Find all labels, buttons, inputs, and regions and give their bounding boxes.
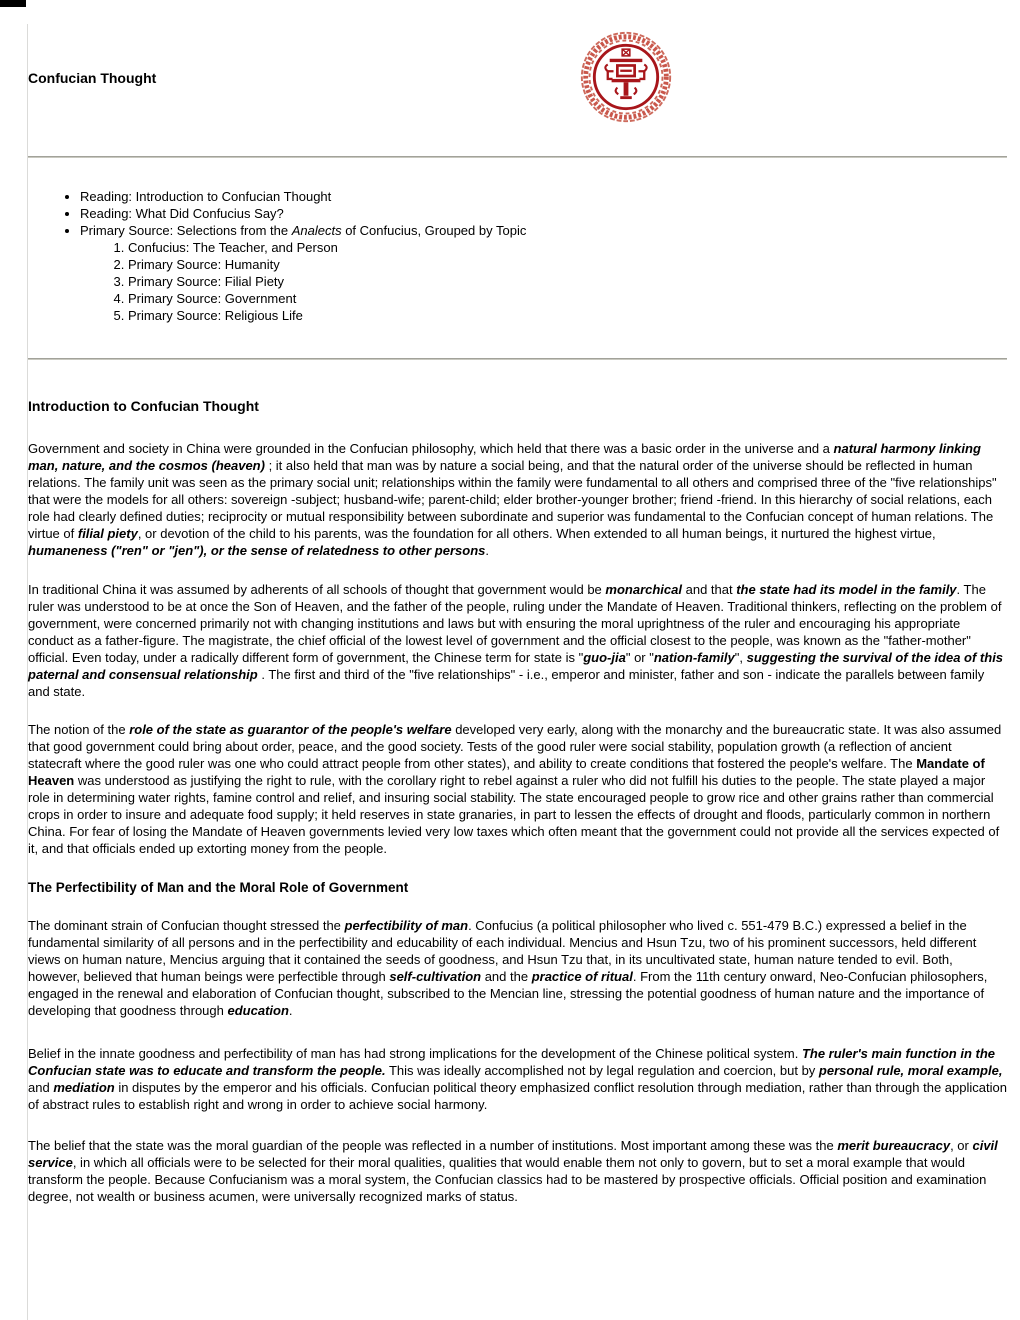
page-header bbox=[0, 0, 1020, 156]
text-segment: The dominant strain of Confucian thought stressed the bbox=[28, 918, 345, 933]
text-segment: The notion of the bbox=[28, 722, 130, 737]
text-segment: ", bbox=[734, 650, 747, 665]
toc-numbered-list bbox=[80, 239, 1007, 324]
text-segment: , or devotion of the child to his parents, was the foundation for all others. When extended to all human beings, it nurtured the highest virtue, bbox=[137, 526, 936, 541]
text-segment: Reading: What Did Confucius Say? bbox=[80, 206, 284, 221]
text-segment: monarchical bbox=[605, 582, 682, 597]
text-segment: merit bureaucracy bbox=[837, 1138, 951, 1153]
text-segment: This was ideally accomplished not by legal regulation and coercion, but by bbox=[385, 1063, 819, 1078]
toc-numbered-item: 1. Confucius: The Teacher, and Person bbox=[128, 239, 1007, 256]
toc-bullet-item bbox=[80, 188, 1007, 205]
divider-top bbox=[28, 156, 1007, 158]
perfectibility-heading: The Perfectibility of Man and the Moral Role of Government bbox=[28, 880, 409, 895]
text-segment: mediation bbox=[53, 1080, 115, 1095]
text-segment: and bbox=[28, 1080, 54, 1095]
text-segment: In traditional China it was assumed by adherents of all schools of thought that government would be bbox=[28, 582, 606, 597]
text-segment: the state had its model in the family bbox=[736, 582, 957, 597]
toc-numbered-item: 4. Primary Source: Government bbox=[128, 290, 1007, 307]
text-segment: Belief in the innate goodness and perfectibility of man has had strong implications for the development of the Chinese political system. bbox=[28, 1046, 802, 1061]
text-segment: education bbox=[227, 1003, 289, 1018]
text-segment: nation-family bbox=[653, 650, 735, 665]
intro-paragraph-3 bbox=[28, 721, 1007, 857]
toc-numbered-item: 3. Primary Source: Filial Piety bbox=[128, 273, 1007, 290]
text-segment: " or " bbox=[625, 650, 654, 665]
toc-numbered-item: 2. Primary Source: Humanity bbox=[128, 256, 1007, 273]
text-segment: practice of ritual bbox=[531, 969, 633, 984]
text-segment: ; it also held that man was by nature a social being, and that the natural order of the universe should be reflected in human relations. The family unit was seen as the primary social unit; relationships within the family were fundamental to all others and comprised three of the "five relationships" that were the models for all others: sovereign -subject; husband-wife; parent-child; elder brother-younger brother; friend -friend. In this hierarchy of social relations, each role had clearly defined duties; reciprocity or mutual responsibility between subordinate and superior was fundamental to the Confucian concept of human relations. The virtue of bbox=[28, 458, 997, 541]
page-content bbox=[28, 156, 1007, 1205]
toc-numbered-item: 5. Primary Source: Religious Life bbox=[128, 307, 1007, 324]
text-segment: . Confucius (a political philosopher who lived c. 551-479 B.C.) expressed a belief in the fundamental similarity of all persons and in the perfectibility and educability of each individual. Mencius and Hsun Tzu, two of his prominent successors, held different views on human nature, Mencius arguing that it contained the seeds of goodness, and Hsun Tzu that, in its uncultivated state, human nature tended to evil. Both, however, believed that human beings were perfectible through bbox=[28, 918, 977, 984]
perfectibility-paragraph-2 bbox=[28, 1045, 1007, 1113]
text-segment: natural harmony linking man, nature, and the cosmos (heaven) bbox=[28, 441, 981, 473]
text-segment: The ruler's main function in the Confucian state was to educate and transform the people. bbox=[28, 1046, 996, 1078]
text-segment: and the bbox=[481, 969, 532, 984]
intro-heading: Introduction to Confucian Thought bbox=[28, 398, 259, 414]
text-segment: guo-jia bbox=[583, 650, 626, 665]
text-segment: personal rule, moral example, bbox=[818, 1063, 1003, 1078]
text-segment: filial piety bbox=[77, 526, 138, 541]
page-title: Confucian Thought bbox=[28, 70, 157, 86]
text-segment: . bbox=[485, 543, 489, 558]
intro-paragraph-1 bbox=[28, 440, 1007, 559]
perfectibility-paragraph-3 bbox=[28, 1137, 1007, 1205]
toc-bullet-item bbox=[80, 222, 1007, 239]
toc-section bbox=[28, 188, 1007, 324]
text-segment: was understood as justifying the right to rule, with the corollary right to rebel against a ruler who did not fulfill his duties to the people. The state played a major role in determining water rights, famine control and relief, and insuring social stability. The state encouraged people to grow rice and other grains rather than commercial crops in order to insure and adequate food supply; it held reserves in state granaries, in part to lessen the effects of drought and floods, particularly common in northern China. For fear of losing the Mandate of Heaven governments levied very low taxes which often meant that the government could not provide all the services expected of it, and that officials ended up extorting money from the people. bbox=[28, 773, 1000, 856]
text-segment: The belief that the state was the moral guardian of the people was reflected in a number of institutions. Most important among these was the bbox=[28, 1138, 838, 1153]
text-segment: , or bbox=[950, 1138, 973, 1153]
text-segment: Mandate of Heaven bbox=[28, 756, 985, 788]
intro-paragraph-2 bbox=[28, 581, 1007, 700]
text-segment: perfectibility of man bbox=[344, 918, 469, 933]
text-segment: of Confucius, Grouped by Topic bbox=[341, 223, 527, 238]
left-border-line bbox=[27, 24, 28, 1320]
text-segment: in disputes by the emperor and his officials. Confucian political theory emphasized conflict resolution through mediation, rather than through the application of abstract rules to establish right and wrong in order to achieve social harmony. bbox=[28, 1080, 1007, 1112]
text-segment: self-cultivation bbox=[389, 969, 482, 984]
text-segment: , in which all officials were to be selected for their moral qualities, qualities that would enable them not only to govern, but to set a moral example that would transform the people. Because Confucianism was a moral system, the Confucian classics had to be mastered by prospective officials. Official position and examination degree, not wealth or business acumen, were universally recognized marks of status. bbox=[28, 1155, 987, 1204]
text-segment: Government and society in China were grounded in the Confucian philosophy, which held that there was a basic order in the universe and a bbox=[28, 441, 834, 456]
text-segment: . bbox=[288, 1003, 293, 1018]
text-segment: suggesting the survival of the idea of this paternal and consensual relationship bbox=[28, 650, 1004, 682]
text-segment: role of the state as guarantor of the people's welfare bbox=[129, 722, 452, 737]
text-segment: and that bbox=[682, 582, 737, 597]
divider-middle bbox=[28, 358, 1007, 360]
text-segment: . The ruler was understood to be at once the Son of Heaven, and the father of the people, ruling under the Mandate of Heaven. Traditional thinkers, reflecting on the problem of government, were concerned primarily not with changing institutions and laws but with ensuring the moral uprightness of the ruler and encouraging his appropriate conduct as a father-figure. The magistrate, the chief official of the lowest level of government and the official closest to the people, was known as the "father-mother" official. Even today, under a radically different form of government, the Chinese term for state is " bbox=[28, 582, 1002, 665]
text-segment: Primary Source: Selections from the bbox=[80, 223, 292, 238]
text-segment: . The first and third of the "five relationships" - i.e., emperor and minister, father and son - indicate the parallels between family and state. bbox=[28, 667, 985, 699]
text-segment: civil service bbox=[28, 1138, 998, 1170]
text-segment: Analects bbox=[291, 223, 342, 238]
text-segment: humaneness ("ren" or "jen"), or the sense of relatedness to other persons bbox=[28, 543, 486, 558]
perfectibility-paragraph-1 bbox=[28, 917, 1007, 1019]
confucian-seal-icon bbox=[578, 28, 674, 126]
text-segment: Reading: Introduction to Confucian Thought bbox=[80, 189, 332, 204]
toc-bullet-item bbox=[80, 205, 1007, 222]
text-segment: developed very early, along with the monarchy and the bureaucratic state. It was also assumed that good government could bring about order, peace, and the good society. Tests of the good ruler were social stability, population growth (a reflection of ancient statecraft where the good ruler was one who could attract people from other states), and ability to create conditions that fostered the people's welfare. The bbox=[28, 722, 1002, 771]
text-segment: . From the 11th century onward, Neo-Confucian philosophers, engaged in the renewal and elaboration of Confucian thought, subscribed to the Mencian line, stressing the potential goodness of human nature and the importance of developing that goodness through bbox=[28, 969, 988, 1018]
toc-bullet-list bbox=[28, 188, 1007, 239]
